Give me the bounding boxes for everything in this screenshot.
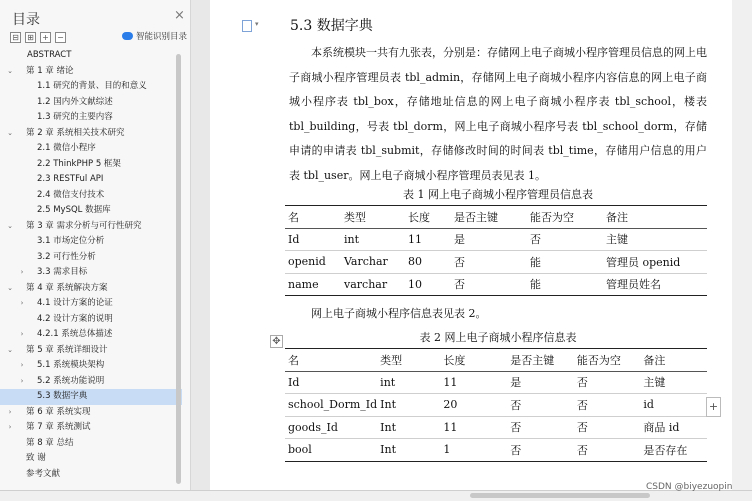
toc-item-label: 第 4 章 系统解决方案 bbox=[26, 282, 108, 293]
add-heading-button[interactable]: + bbox=[40, 32, 51, 43]
table-cell[interactable]: Int bbox=[380, 443, 397, 457]
toc-item[interactable] bbox=[0, 405, 182, 421]
table-cell[interactable]: int bbox=[377, 371, 440, 394]
chevron-right-icon[interactable]: › bbox=[20, 376, 24, 385]
smart-toc-icon bbox=[122, 32, 133, 40]
toc-item[interactable] bbox=[0, 79, 182, 95]
table-cell[interactable]: 10 bbox=[408, 277, 422, 291]
toc-item[interactable] bbox=[0, 64, 182, 80]
chevron-right-icon[interactable]: › bbox=[20, 330, 24, 338]
table-cell[interactable]: 能 bbox=[527, 251, 603, 274]
table-cell[interactable]: 11 bbox=[440, 416, 507, 439]
toc-item[interactable] bbox=[0, 327, 182, 343]
table-cell[interactable]: int bbox=[341, 228, 405, 251]
toc-item[interactable] bbox=[0, 234, 182, 250]
toc-item[interactable] bbox=[0, 172, 182, 188]
table-row bbox=[285, 394, 707, 417]
chevron-down-icon[interactable]: ▾ bbox=[255, 20, 259, 28]
chevron-right-icon[interactable]: › bbox=[20, 361, 24, 369]
toc-item[interactable] bbox=[0, 157, 182, 173]
chevron-right-icon[interactable]: › bbox=[8, 423, 12, 431]
toc-list bbox=[0, 48, 182, 482]
toc-item[interactable] bbox=[0, 126, 182, 142]
toc-item-label: 第 2 章 系统相关技术研究 bbox=[26, 127, 125, 138]
toc-item[interactable] bbox=[0, 48, 182, 64]
table-cell[interactable]: Id bbox=[285, 371, 377, 394]
toc-scrollbar[interactable] bbox=[176, 54, 181, 484]
chevron-down-icon[interactable]: ⌄ bbox=[7, 128, 13, 137]
chevron-down-icon[interactable]: ⌄ bbox=[7, 345, 13, 354]
table-move-handle-icon[interactable]: ✥ bbox=[270, 335, 283, 348]
toc-item[interactable] bbox=[0, 265, 182, 281]
table-cell[interactable]: school_Dorm_Id bbox=[285, 394, 377, 417]
toc-item-label: 第 3 章 需求分析与可行性研究 bbox=[26, 220, 142, 231]
body-paragraph: 本系统模块一共有九张表，分别是：存储网上电子商城小程序管理员信息的网上电子商城小程序管理员表 tbl_admin，存储网上电子商城小程序内容信息的网上电子商城小程序表 tbl_box，存储地址信息的网上电子商城小程序表 tbl_school，楼表 tbl_building，号表 tbl_dorm，网上电子商城小程序号表 tbl_school_dorm，存储申请的申请表 tbl_submit，存储修改时间的时间表 tbl_time，存储用户信息的用户表 tbl_user。网上电子商城小程序管理员表见表 1。 bbox=[289, 46, 707, 182]
toc-item[interactable] bbox=[0, 141, 182, 157]
table-cell[interactable]: 否 bbox=[574, 371, 641, 394]
toc-item-label: ABSTRACT bbox=[27, 50, 72, 60]
table-row bbox=[285, 251, 707, 274]
table-cell[interactable]: 是 bbox=[507, 371, 574, 394]
toc-item-label: 第 7 章 系统测试 bbox=[26, 422, 91, 432]
table-cell[interactable]: 11 bbox=[405, 228, 451, 251]
remove-heading-button[interactable]: − bbox=[55, 32, 66, 43]
toc-item[interactable] bbox=[0, 110, 182, 126]
toc-item[interactable] bbox=[0, 250, 182, 266]
table-cell[interactable]: id bbox=[640, 394, 707, 417]
table-cell[interactable]: 主键 bbox=[640, 371, 707, 394]
toc-item-label: 4.1 设计方案的论证 bbox=[37, 298, 113, 308]
table-cell[interactable]: 否 bbox=[574, 394, 641, 417]
table2 bbox=[285, 348, 707, 462]
toc-item[interactable] bbox=[0, 343, 182, 359]
toc-item-label: 2.4 微信支付技术 bbox=[37, 189, 105, 200]
table-cell[interactable]: 否 bbox=[510, 443, 522, 457]
toc-item-label: 3.2 可行性分析 bbox=[37, 251, 96, 262]
table2-intro: 网上电子商城小程序信息表见表 2。 bbox=[311, 307, 487, 320]
table-cell[interactable]: 1 bbox=[443, 443, 451, 457]
toc-item[interactable] bbox=[0, 358, 182, 374]
table-cell[interactable]: 否 bbox=[454, 278, 465, 292]
table-cell[interactable]: Varchar bbox=[341, 251, 405, 274]
column-header[interactable]: 类型 bbox=[377, 349, 440, 372]
column-header[interactable]: 长度 bbox=[440, 349, 507, 372]
status-bar bbox=[0, 490, 752, 501]
table-cell[interactable]: 商品 id bbox=[640, 416, 707, 439]
toc-title: 目录 bbox=[12, 12, 40, 28]
toc-item-label: 致 谢 bbox=[26, 453, 46, 463]
column-header[interactable]: 是否主键 bbox=[451, 206, 527, 229]
table-cell[interactable]: 否 bbox=[527, 228, 603, 251]
toc-item[interactable] bbox=[0, 219, 182, 235]
table-cell[interactable]: 管理员 openid bbox=[603, 251, 707, 274]
table-cell[interactable]: 是否存在 bbox=[643, 443, 688, 457]
table-cell[interactable]: 否 bbox=[574, 416, 641, 439]
toc-item[interactable] bbox=[0, 451, 182, 467]
toc-item-label: 2.1 微信小程序 bbox=[37, 143, 96, 153]
table-cell[interactable]: varchar bbox=[344, 277, 388, 291]
close-icon[interactable]: × bbox=[174, 8, 185, 23]
toc-item[interactable] bbox=[0, 389, 182, 405]
toc-item-label: 2.3 RESTFul API bbox=[37, 174, 104, 184]
document-icon[interactable] bbox=[242, 20, 252, 32]
chevron-right-icon[interactable]: › bbox=[20, 268, 24, 276]
toc-item-label: 参考文献 bbox=[26, 468, 61, 479]
toc-panel bbox=[0, 0, 191, 490]
table-cell[interactable]: 主键 bbox=[603, 228, 707, 251]
panel-gap bbox=[191, 0, 210, 490]
toc-item[interactable] bbox=[0, 203, 182, 219]
toc-item-label: 1.2 国内外文献综述 bbox=[37, 96, 113, 107]
horizontal-scrollbar[interactable] bbox=[470, 493, 650, 498]
toc-toolbar bbox=[10, 32, 66, 44]
smart-toc-label: 智能识别目录 bbox=[136, 32, 188, 42]
table-cell[interactable]: 20 bbox=[440, 394, 507, 417]
toc-item[interactable] bbox=[0, 420, 182, 436]
table-row bbox=[285, 416, 707, 439]
table-cell[interactable]: openid bbox=[285, 251, 341, 274]
table-cell[interactable]: Int bbox=[377, 416, 440, 439]
table1-caption: 表 1 网上电子商城小程序管理员信息表 bbox=[403, 188, 593, 201]
toc-item-label: 1.1 研究的背景、目的和意义 bbox=[37, 81, 147, 91]
table-cell[interactable]: name bbox=[288, 277, 319, 291]
table-cell[interactable]: 否 bbox=[507, 416, 574, 439]
table-cell[interactable]: goods_Id bbox=[285, 416, 377, 439]
table-header-row bbox=[285, 349, 707, 372]
collapse-all-button[interactable]: ⊟ bbox=[10, 32, 21, 43]
column-header[interactable]: 备注 bbox=[640, 349, 707, 372]
column-header[interactable]: 能否为空 bbox=[574, 349, 641, 372]
expand-all-button[interactable]: ⊞ bbox=[25, 32, 36, 43]
table-cell[interactable]: 管理员姓名 bbox=[606, 278, 661, 292]
table2-caption: 表 2 网上电子商城小程序信息表 bbox=[419, 331, 577, 344]
toc-item[interactable] bbox=[0, 281, 182, 297]
table-header-row bbox=[285, 206, 707, 229]
table-cell[interactable]: 否 bbox=[576, 443, 588, 457]
watermark: CSDN @biyezuopin bbox=[646, 482, 733, 492]
toc-item[interactable] bbox=[0, 436, 182, 452]
table-row bbox=[285, 371, 707, 394]
chevron-down-icon[interactable]: ⌄ bbox=[7, 283, 13, 292]
chevron-right-icon[interactable]: › bbox=[8, 407, 12, 416]
document-page bbox=[210, 0, 732, 490]
toc-item[interactable] bbox=[0, 374, 182, 390]
toc-item[interactable] bbox=[0, 296, 182, 312]
table-cell[interactable]: 能 bbox=[530, 278, 541, 292]
table-cell[interactable]: 11 bbox=[440, 371, 507, 394]
toc-item-label: 3.3 需求目标 bbox=[37, 267, 88, 277]
table-row bbox=[285, 439, 707, 462]
table-cell[interactable]: 否 bbox=[451, 251, 527, 274]
toc-item-label: 3.1 市场定位分析 bbox=[37, 236, 105, 246]
vertical-scrollbar[interactable] bbox=[732, 0, 752, 490]
column-header[interactable]: 是否主键 bbox=[507, 349, 574, 372]
toc-item-label: 5.3 数据字典 bbox=[37, 391, 88, 401]
column-header[interactable]: 名 bbox=[285, 206, 341, 229]
table-cell[interactable]: Id bbox=[285, 228, 341, 251]
column-header[interactable]: 类型 bbox=[341, 206, 405, 229]
table-cell[interactable]: bool bbox=[288, 443, 312, 457]
column-header[interactable]: 名 bbox=[285, 349, 377, 372]
table-cell[interactable]: Int bbox=[377, 394, 440, 417]
toc-item-label: 2.2 ThinkPHP 5 框架 bbox=[37, 158, 121, 169]
toc-item-label: 4.2 设计方案的说明 bbox=[37, 313, 113, 324]
chevron-down-icon[interactable]: ⌄ bbox=[7, 66, 13, 75]
toc-item-label: 第 6 章 系统实现 bbox=[26, 406, 91, 417]
table-cell[interactable]: 80 bbox=[405, 251, 451, 274]
toc-item[interactable] bbox=[0, 467, 182, 483]
table-row bbox=[285, 228, 707, 251]
column-header[interactable]: 能否为空 bbox=[527, 206, 603, 229]
table-row bbox=[285, 273, 707, 296]
toc-item-label: 第 1 章 绪论 bbox=[26, 65, 74, 76]
toc-item[interactable] bbox=[0, 188, 182, 204]
toc-item-label: 2.5 MySQL 数据库 bbox=[37, 205, 111, 215]
toc-item[interactable] bbox=[0, 312, 182, 328]
add-column-button[interactable]: + bbox=[706, 397, 721, 417]
toc-item-label: 1.3 研究的主要内容 bbox=[37, 112, 113, 122]
toc-item-label: 4.2.1 系统总体描述 bbox=[37, 329, 113, 339]
column-header[interactable]: 长度 bbox=[405, 206, 451, 229]
toc-item-label: 第 5 章 系统详细设计 bbox=[26, 344, 108, 355]
section-heading: 5.3 数据字典 bbox=[290, 18, 373, 34]
toc-item-label: 第 8 章 总结 bbox=[26, 437, 74, 448]
toc-item[interactable] bbox=[0, 95, 182, 111]
chevron-right-icon[interactable]: › bbox=[20, 299, 24, 307]
table-cell[interactable]: 是 bbox=[451, 228, 527, 251]
table-cell[interactable]: 否 bbox=[507, 394, 574, 417]
toc-item-label: 5.1 系统模块架构 bbox=[37, 360, 105, 370]
table1 bbox=[285, 205, 707, 296]
smart-toc-button[interactable] bbox=[122, 30, 187, 42]
column-header[interactable]: 备注 bbox=[603, 206, 707, 229]
chevron-down-icon[interactable]: ⌄ bbox=[7, 221, 13, 230]
toc-item-label: 5.2 系统功能说明 bbox=[37, 375, 105, 386]
